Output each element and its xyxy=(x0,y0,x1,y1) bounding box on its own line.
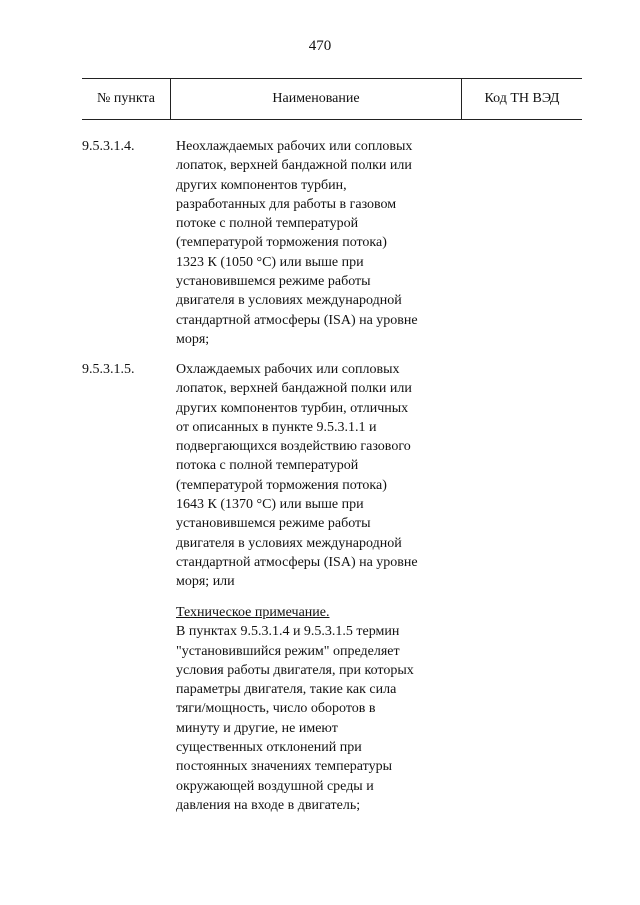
entry-number: 9.5.3.1.5. xyxy=(82,362,135,377)
table-header xyxy=(82,78,582,120)
text-line: окружающей воздушной среды и xyxy=(176,778,374,794)
text-line: потока с полной температурой xyxy=(176,458,359,474)
text-line: установившемся режиме работы xyxy=(176,274,371,290)
header-code-column: Код ТН ВЭД xyxy=(484,91,560,106)
text-line: лопаток, верхней бандажной полки или xyxy=(176,381,412,397)
text-line: давления на входе в двигатель; xyxy=(176,797,361,813)
text-line: В пунктах 9.5.3.1.4 и 9.5.3.1.5 термин xyxy=(176,624,400,640)
text-line: двигателя в условиях международной xyxy=(176,535,402,551)
text-line: от описанных в пункте 9.5.3.1.1 и xyxy=(176,419,377,435)
header-name-column: Наименование xyxy=(170,79,462,119)
text-line: стандартной атмосферы (ISA) на уровне xyxy=(176,312,418,328)
text-line: условия работы двигателя, при которых xyxy=(176,662,414,678)
header-number-column: № пункта xyxy=(97,91,155,106)
text-line: Охлаждаемых рабочих или сопловых xyxy=(176,362,400,377)
entry-description xyxy=(176,360,466,592)
text-line: других компонентов турбин, отличных xyxy=(176,400,409,416)
text-line: минуту и другие, не имеют xyxy=(176,720,338,736)
text-line: установившемся режиме работы xyxy=(176,516,371,532)
text-line: 1643 К (1370 °С) или выше при xyxy=(176,497,364,513)
text-line: существенных отклонений при xyxy=(176,740,362,756)
entry-number: 9.5.3.1.4. xyxy=(82,139,135,154)
technical-note xyxy=(176,603,466,815)
text-line: Неохлаждаемых рабочих или сопловых xyxy=(176,139,413,154)
text-line: постоянных значениях температуры xyxy=(176,759,392,775)
page-number: 470 xyxy=(308,38,332,54)
text-line: (температурой торможения потока) xyxy=(176,477,387,493)
text-line: двигателя в условиях международной xyxy=(176,293,402,309)
text-line: стандартной атмосферы (ISA) на уровне xyxy=(176,554,418,570)
text-line: моря; или xyxy=(176,574,235,590)
text-line: 1323 К (1050 °С) или выше при xyxy=(176,254,364,270)
text-line: тяги/мощность, число оборотов в xyxy=(176,701,376,717)
text-line: "установившийся режим" определяет xyxy=(176,643,400,659)
technical-note-title: Техническое примечание. xyxy=(176,605,330,620)
entry-description xyxy=(176,137,466,349)
text-line: параметры двигателя, такие как сила xyxy=(176,682,397,698)
text-line: (температурой торможения потока) xyxy=(176,235,387,251)
text-line: потоке с полной температурой xyxy=(176,216,359,232)
text-line: лопаток, верхней бандажной полки или xyxy=(176,158,412,174)
text-line: других компонентов турбин, xyxy=(176,177,347,193)
text-line: подвергающихся воздействию газового xyxy=(176,439,411,455)
text-line: разработанных для работы в газовом xyxy=(176,196,397,212)
text-line: моря; xyxy=(176,331,210,347)
